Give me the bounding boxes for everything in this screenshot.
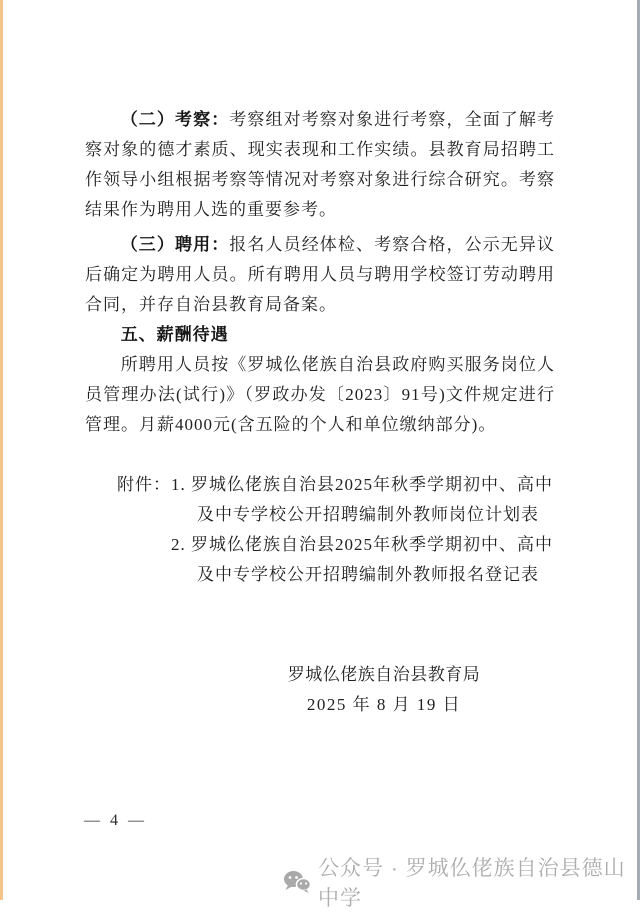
watermark-text: 公众号 · 罗城仫佬族自治县德山中学 — [318, 857, 626, 910]
document-body — [85, 105, 555, 720]
watermark-footer — [283, 852, 640, 912]
attachments-block — [85, 470, 555, 590]
paragraph-inspection-label: （二）考察： — [120, 110, 230, 129]
paragraph-salary: 所聘用人员按《罗城仫佬族自治县政府购买服务岗位人员管理办法(试行)》（罗政办发〔2023〕91号)文件规定进行管理。月薪4000元(含五险的个人和单位缴纳部分)。 — [85, 355, 555, 434]
signature-block — [259, 660, 509, 720]
paragraph-employment — [85, 230, 555, 320]
attachment-item-1-line-1: 1. 罗城仫佬族自治县2025年秋季学期初中、高中 — [171, 475, 553, 494]
section-heading-salary: 五、薪酬待遇 — [120, 325, 229, 344]
paragraph-inspection-text: 考察组对考察对象进行考察，全面了解考察对象的德才素质、现实表现和工作实绩。县教育局招聘工作领导小组根据考察等情况对考察对象进行综合研究。考察结果作为聘用人选的重要参考。 — [85, 110, 556, 219]
attachment-item-2 — [171, 530, 555, 590]
attachment-item-2-line-2: 及中专学校公开招聘编制外教师报名登记表 — [197, 565, 539, 584]
attachment-item-2-line-1: 2. 罗城仫佬族自治县2025年秋季学期初中、高中 — [171, 535, 553, 554]
page-number: — 4 — — [84, 812, 147, 829]
paragraph-employment-text: 报名人员经体检、考察合格，公示无异议后确定为聘用人员。所有聘用人员与聘用学校签订劳动聘用合同，并存自治县教育局备案。 — [85, 235, 556, 314]
attachment-item-1-line-2: 及中专学校公开招聘编制外教师岗位计划表 — [197, 505, 539, 524]
paragraph-inspection — [85, 105, 555, 225]
scan-edge-left-strip — [0, 0, 3, 900]
signature-date: 2025 年 8 月 19 日 — [306, 695, 462, 714]
paragraph-employment-label: （三）聘用： — [120, 235, 230, 254]
wechat-icon — [283, 870, 311, 894]
attachments-list — [171, 470, 555, 590]
attachments-label: 附件： — [117, 475, 171, 494]
attachment-item-1 — [171, 470, 555, 530]
signature-organization: 罗城仫佬族自治县教育局 — [287, 665, 481, 684]
